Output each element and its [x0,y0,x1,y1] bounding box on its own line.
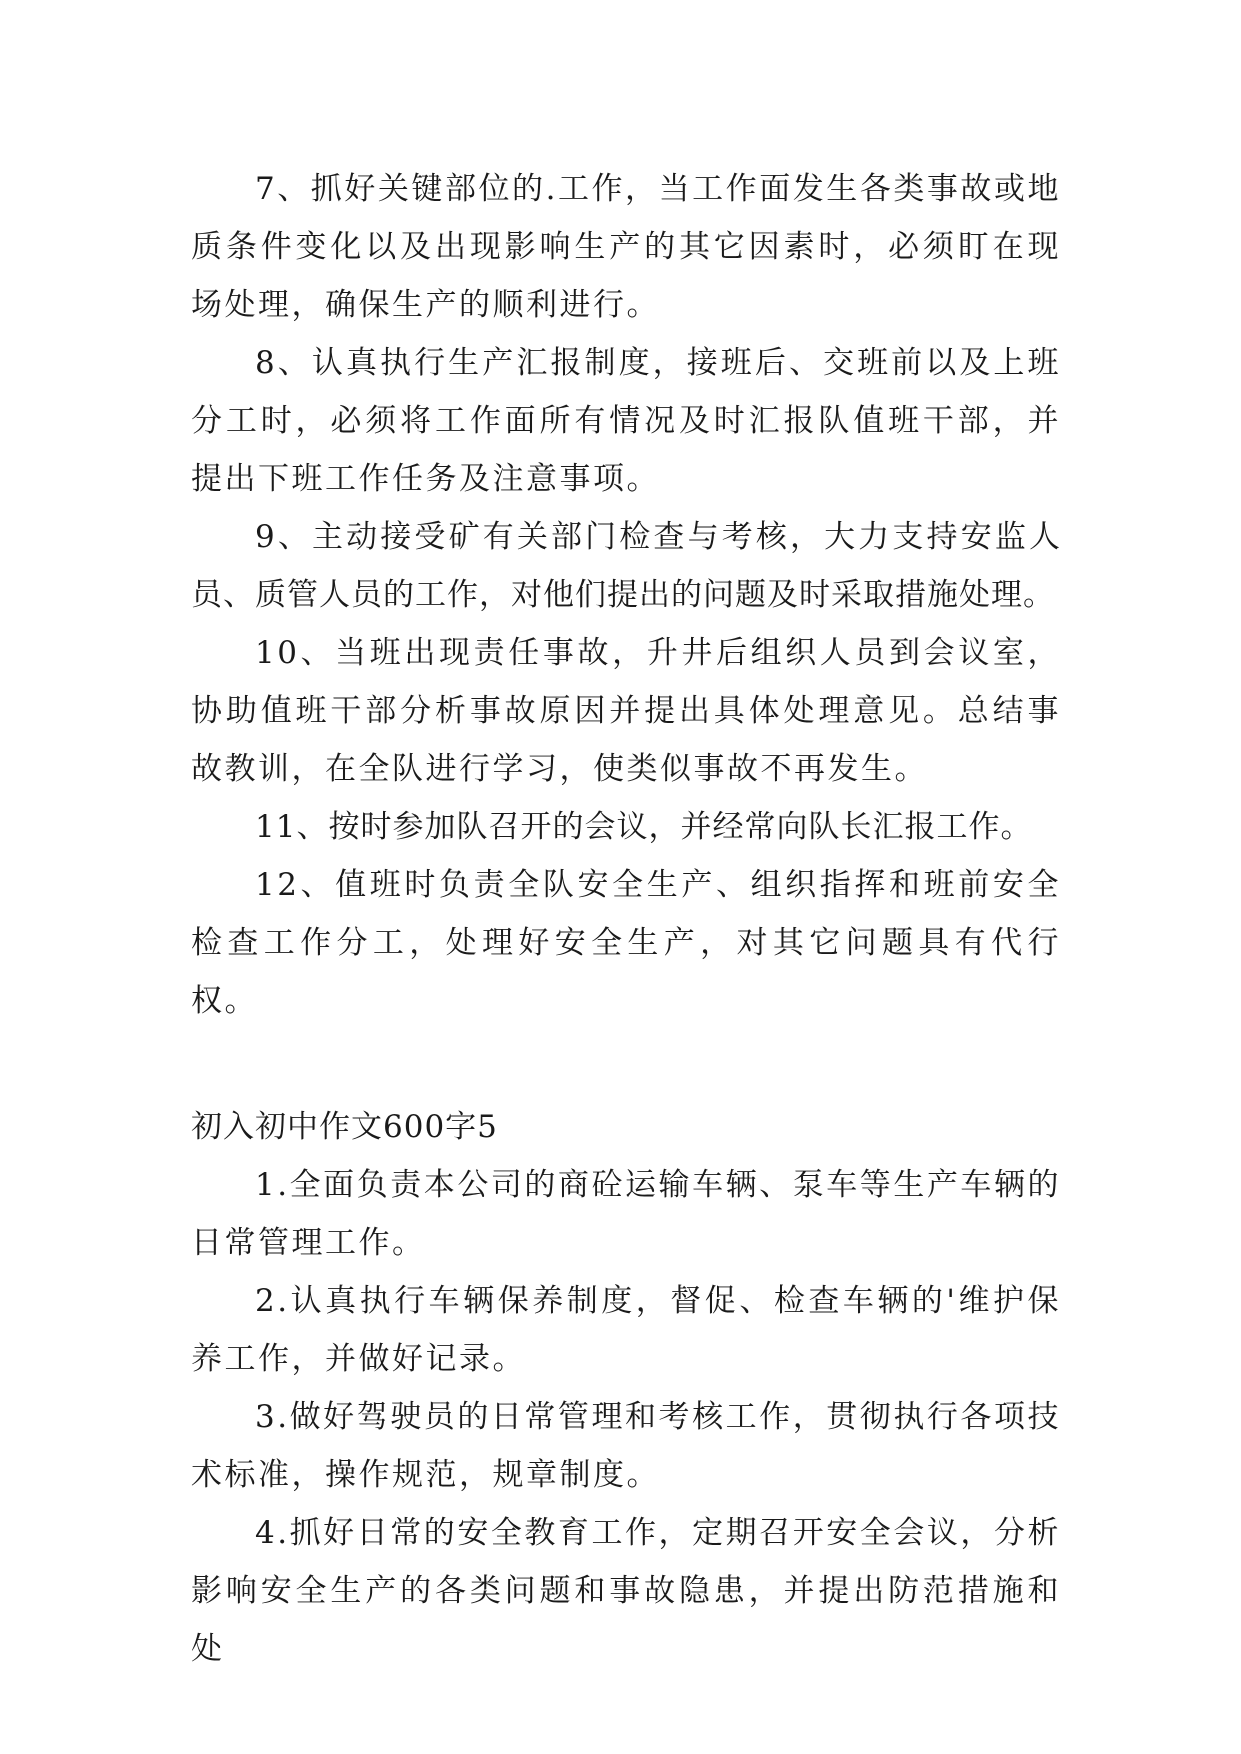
paragraph-item-9: 9、主动接受矿有关部门检查与考核，大力支持安监人员、质管人员的工作，对他们提出的问题及时采取措施处理。 [191,519,1061,613]
paragraph-item-11: 11、按时参加队召开的会议，并经常向队长汇报工作。 [255,809,1033,845]
document-body [191,160,1061,1678]
section-heading: 初入初中作文600字5 [191,1109,498,1145]
paragraph-item-2: 2.认真执行车辆保养制度，督促、检查车辆的'维护保养工作，并做好记录。 [191,1283,1061,1377]
paragraph-item-12: 12、值班时负责全队安全生产、组织指挥和班前安全检查工作分工，处理好安全生产，对其它问题具有代行权。 [191,867,1061,1019]
paragraph-item-3: 3.做好驾驶员的日常管理和考核工作，贯彻执行各项技术标准，操作规范，规章制度。 [191,1399,1061,1493]
paragraph-item-8: 8、认真执行生产汇报制度，接班后、交班前以及上班分工时，必须将工作面所有情况及时汇报队值班干部，并提出下班工作任务及注意事项。 [191,345,1061,497]
paragraph-item-10: 10、当班出现责任事故，升井后组织人员到会议室，协助值班干部分析事故原因并提出具体处理意见。总结事故教训，在全队进行学习，使类似事故不再发生。 [191,635,1061,787]
paragraph-item-4: 4.抓好日常的安全教育工作，定期召开安全会议，分析影响安全生产的各类问题和事故隐患，并提出防范措施和处 [191,1515,1061,1667]
paragraph-item-7: 7、抓好关键部位的.工作，当工作面发生各类事故或地质条件变化以及出现影响生产的其它因素时，必须盯在现场处理，确保生产的顺利进行。 [191,171,1061,323]
paragraph-item-1: 1.全面负责本公司的商砼运输车辆、泵车等生产车辆的日常管理工作。 [191,1167,1061,1261]
